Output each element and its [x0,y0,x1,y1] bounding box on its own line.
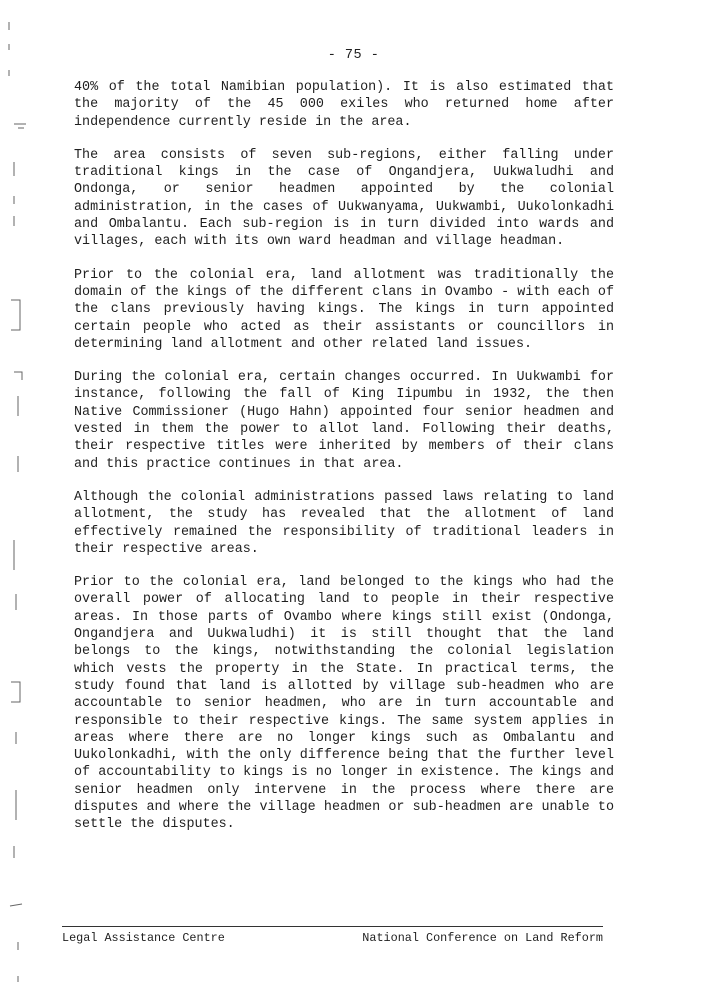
paragraph-colonial-laws: Although the colonial administrations passed laws relating to land allotment, the study has revealed that the allotment of land effectively remained the responsibility of traditional leaders in their respective areas. [74,489,614,557]
paragraph-land-ownership: Prior to the colonial era, land belonged to the kings who had the overall power of allocating land to people in their respective areas. In those parts of Ovambo where kings still exist (Ondonga, Ongandjera and Uukwaludhi) it is still thought that the land belongs to the kings, notwithstanding the colonial legislation which vests the property in the State. In practical terms, the study found that land is allotted by village sub-headmen who are accountable to senior headmen, who are in turn accountable and responsible to their respective kings. The same system applies in areas where there are no longer kings such as Ombalantu and Uukolonkadhi, with the only difference being that the further level of accountability to kings is no longer in existence. The kings and senior headmen only intervene in the process where there are disputes and where the village headmen or sub-headmen are unable to settle the disputes. [74,575,614,833]
footer-organization: Legal Assistance Centre [62,931,225,945]
paragraph-colonial-changes: During the colonial era, certain changes occurred. In Uukwambi for instance, following the fall of King Iipumbu in 1932, the then Native Commissioner (Hugo Hahn) appointed four senior headmen and vested in them the power to allot land. Following their deaths, their respective titles were inherited by members of their clans and this practice continues in that area. [74,370,614,472]
paragraph-precolonial-allotment: Prior to the colonial era, land allotment was traditionally the domain of the kings of the different clans in Ovambo - with each of the clans previously having kings. The kings in turn appointed certain people who acted as their assistants or councillors in determining land allotment and other related land issues. [74,267,614,352]
footer-conference: National Conference on Land Reform [362,931,603,945]
paragraph-population-continued: 40% of the total Namibian population). It is also estimated that the majority of the 45 000 exiles who returned home after independence currently reside in the area. [74,80,614,130]
document-body [74,79,614,834]
scan-margin-marks [0,0,40,1000]
page-number: - 75 - [327,48,380,63]
paragraph-sub-regions: The area consists of seven sub-regions, either falling under traditional kings in the case of Ongandjera, Uukwaludhi and Ondonga, or senior headmen appointed by the colonial administration, in the cases of Uukwanyama, Uukwambi, Uukolonkadhi and Ombalantu. Each sub-region is in turn divided into wards and villages, each with its own ward headman and village headman. [74,147,614,250]
footer-rule [62,926,603,927]
